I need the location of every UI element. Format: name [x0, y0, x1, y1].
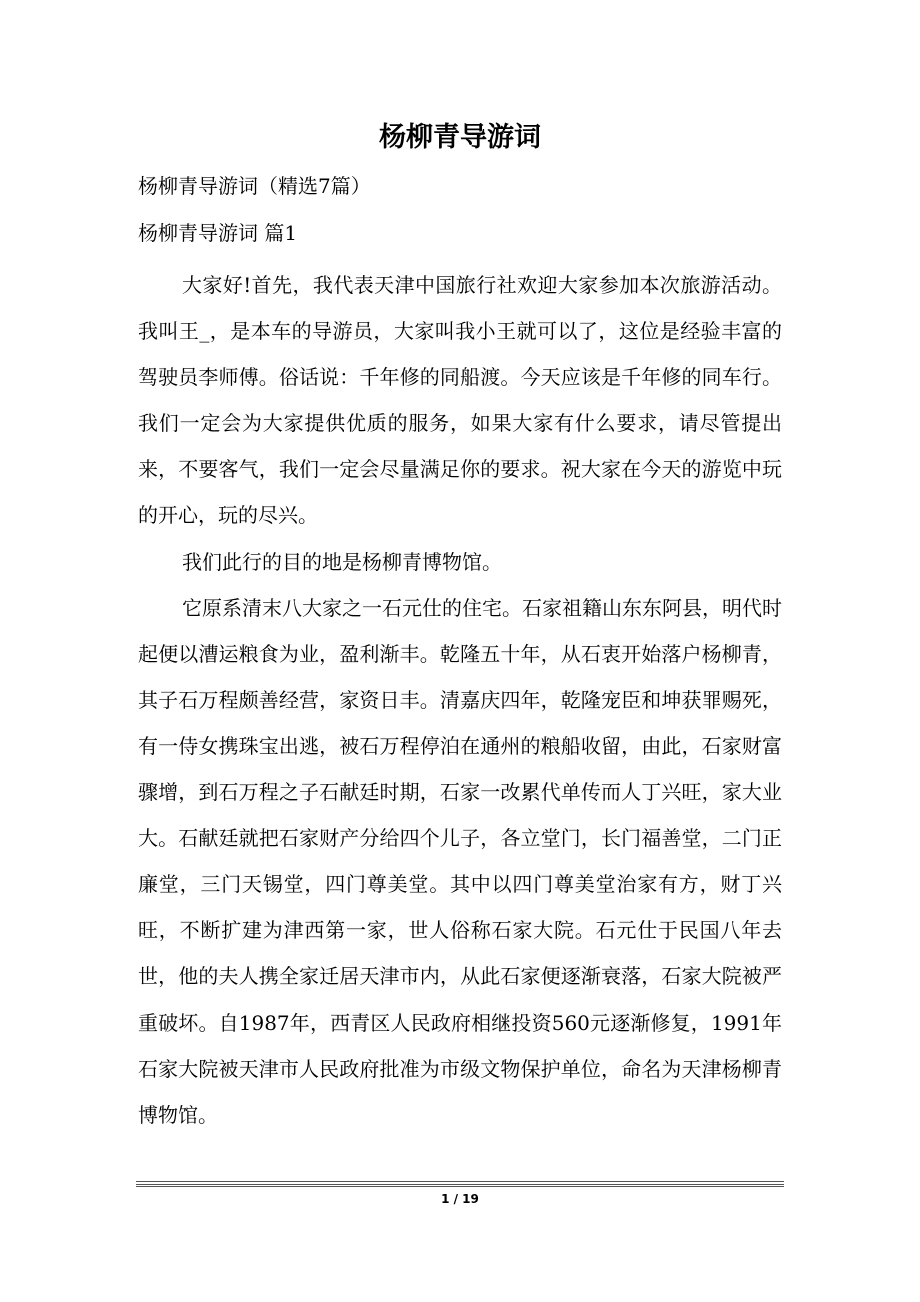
- document-title: 杨柳青导游词: [379, 122, 541, 153]
- paragraph-destination: 我们此行的目的地是杨柳青博物馆。: [182, 549, 502, 574]
- page-number: 1 / 19: [441, 1192, 479, 1206]
- document-subtitle: 杨柳青导游词（精选7篇）: [138, 174, 371, 198]
- section-heading: 杨柳青导游词 篇1: [138, 221, 298, 245]
- paragraph-greeting: 大家好!首先，我代表天津中国旅行社欢迎大家参加本次旅游活动。我叫王_，是本车的导游员，大家叫我小王就可以了，这位是经验丰富的驾驶员李师傅。俗话说：千年修的同船渡。今天应该是千年修的同车行。我们一定会为大家提供优质的服务，如果大家有什么要求，请尽管提出来，不要客气，我们一定会尽量满足你的要求。祝大家在今天的游览中玩的开心，玩的尽兴。: [138, 273, 782, 528]
- body-text: [138, 262, 782, 1138]
- paragraph-history: 它原系清末八大家之一石元仕的住宅。石家祖籍山东东阿县，明代时起便以漕运粮食为业，盈利渐丰。乾隆五十年，从石衷开始落户杨柳青，其子石万程颇善经营，家资日丰。清嘉庆四年，乾隆宠臣和坤获罪赐死，有一侍女携珠宝出逃，被石万程停泊在通州的粮船收留，由此，石家财富骤增，到石万程之子石献廷时期，石家一改累代单传而人丁兴旺，家大业大。石献廷就把石家财产分给四个儿子，各立堂门，长门福善堂，二门正廉堂，三门天锡堂，四门尊美堂。其中以四门尊美堂治家有方，财丁兴旺，不断扩建为津西第一家，世人俗称石家大院。石元仕于民国八年去世，他的夫人携全家迁居天津市内，从此石家便逐渐衰落，石家大院被严重破坏。自1987年，西青区人民政府相继投资560元逐渐修复，1991年石家大院被天津市人民政府批准为市级文物保护单位，命名为天津杨柳青博物馆。: [138, 595, 782, 1127]
- footer-divider: [136, 1181, 784, 1187]
